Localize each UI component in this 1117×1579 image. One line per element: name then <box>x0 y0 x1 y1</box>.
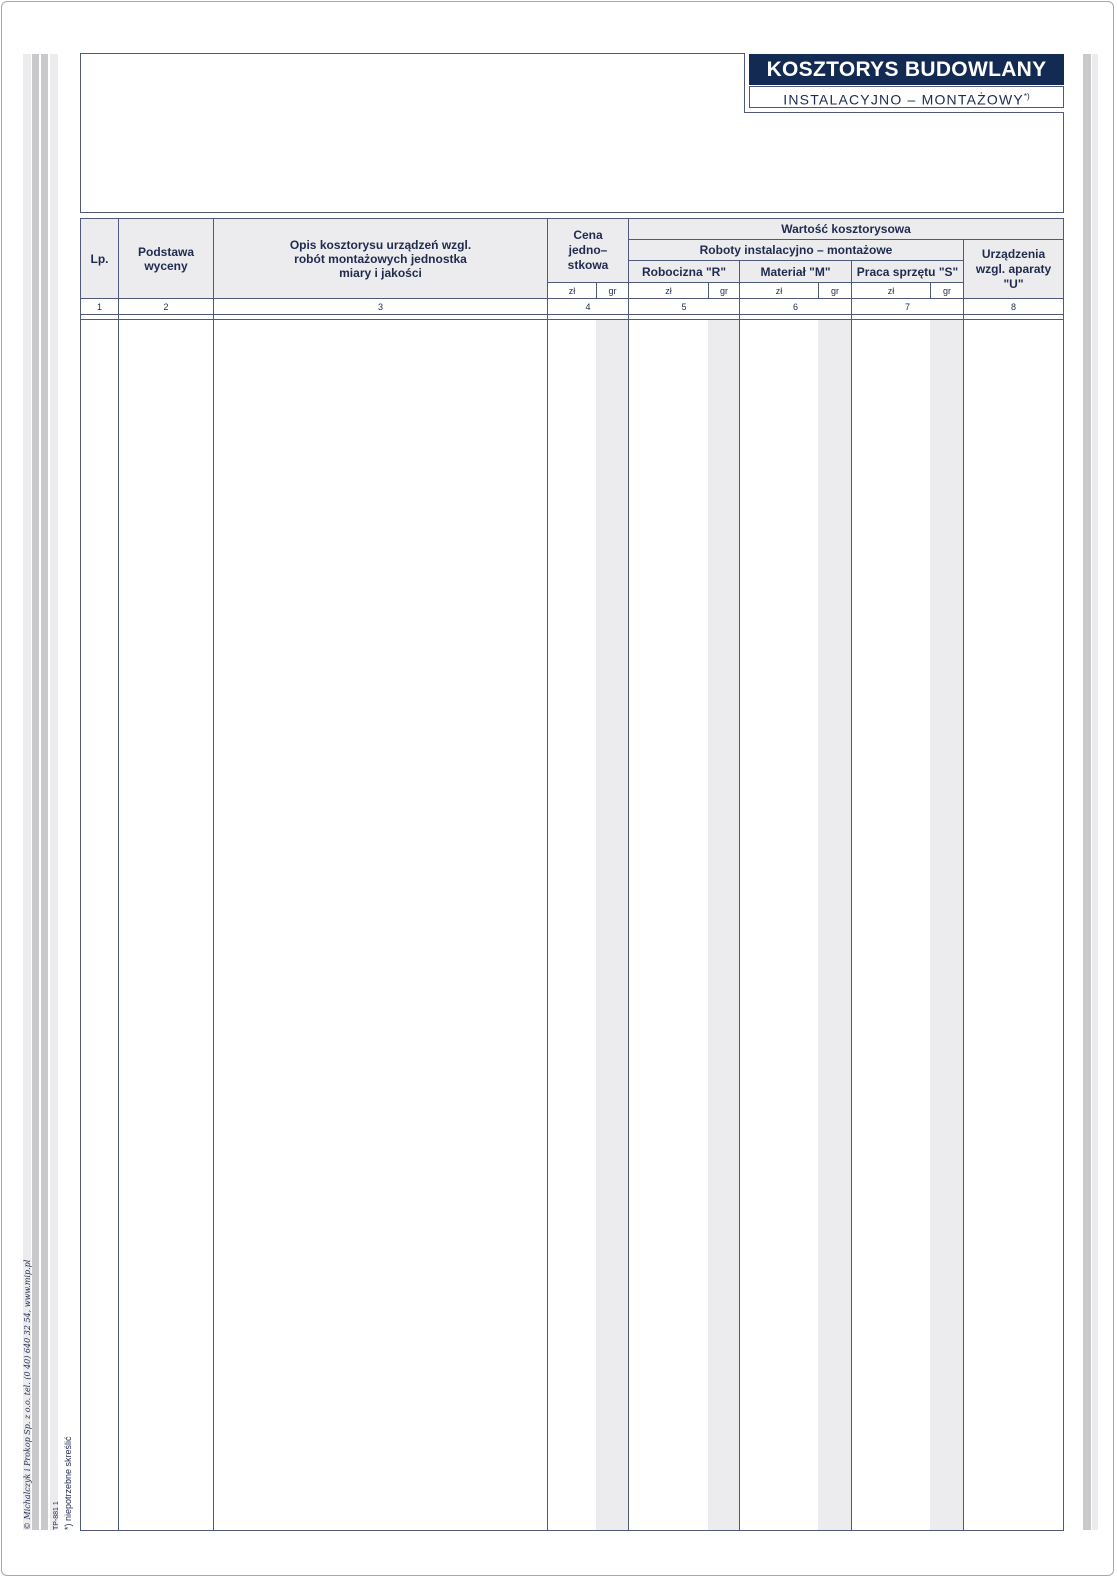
unit-zl: zł <box>775 285 783 296</box>
unit-gr: gr <box>942 285 951 296</box>
col-header-wartosc: Wartość kosztorysowa <box>781 222 911 236</box>
form-subtitle-text: INSTALACYJNO – MONTAŻOWY <box>783 91 1024 108</box>
col-header-robocizna: Robocizna "R" <box>641 264 727 279</box>
column-number: 8 <box>1010 301 1016 312</box>
column-number: 6 <box>792 301 798 312</box>
col-header-podstawa: Podstawa wyceny <box>137 244 194 273</box>
col-header-lp: Lp. <box>90 251 109 266</box>
gr-column-shade <box>708 320 740 1530</box>
right-stripe <box>1083 54 1091 1530</box>
table-line <box>80 218 81 1531</box>
unit-zl: zł <box>887 285 895 296</box>
footnote-mark: *) <box>1023 92 1030 101</box>
gr-column-shade <box>818 320 851 1530</box>
col-header-sprzet: Praca sprzętu "S" <box>856 264 959 279</box>
table-line <box>213 218 214 1531</box>
col-header-material: Materiał "M" <box>760 264 831 279</box>
table-line <box>80 314 1064 315</box>
footnote: *) niepotrzebne skreślić <box>63 1436 73 1530</box>
right-stripe <box>1092 54 1098 1530</box>
publisher-info: © Michalczyk i Prokop Sp. z o.o. tel. (0 40) 640 32 54, www.mip.pl <box>23 1259 32 1530</box>
left-stripe <box>50 54 58 1530</box>
col-header-roboty: Roboty instalacyjno – montażowe <box>699 243 893 257</box>
table-line <box>628 218 629 1531</box>
unit-gr: gr <box>608 285 617 296</box>
table-border-bottom <box>80 1530 1064 1531</box>
unit-gr: gr <box>830 285 839 296</box>
unit-zl: zł <box>568 285 576 296</box>
gr-column-shade <box>930 320 963 1530</box>
column-number: 7 <box>904 301 910 312</box>
col-header-urzadzenia: Urządzenia wzgl. aparaty "U" <box>975 246 1052 291</box>
table-line <box>739 260 740 1531</box>
col-header-opis: Opis kosztorysu urządzeń wzgl. robót montażowych jednostka miary i jakości <box>289 237 472 280</box>
form-code: TP-881 1 <box>53 1501 60 1530</box>
column-number: 2 <box>163 301 169 312</box>
column-number: 5 <box>681 301 687 312</box>
gr-column-shade <box>596 320 628 1530</box>
unit-gr: gr <box>719 285 728 296</box>
left-stripe <box>32 54 39 1530</box>
column-number: 3 <box>377 301 383 312</box>
table-line <box>1063 218 1064 1531</box>
form-subtitle <box>749 86 1064 108</box>
left-stripe <box>41 54 48 1530</box>
column-number: 1 <box>96 301 102 312</box>
table-line <box>547 218 548 1531</box>
unit-zl: zł <box>665 285 672 296</box>
table-line <box>80 319 1064 320</box>
column-number: 4 <box>585 301 591 312</box>
col-header-cena: Cena jedno– stkowa <box>567 228 609 272</box>
table-line <box>118 218 119 1531</box>
divider <box>744 112 1064 113</box>
table-line <box>851 260 852 1531</box>
divider <box>744 53 745 113</box>
form-title: KOSZTORYS BUDOWLANY <box>749 54 1064 85</box>
table-line <box>963 239 964 1531</box>
